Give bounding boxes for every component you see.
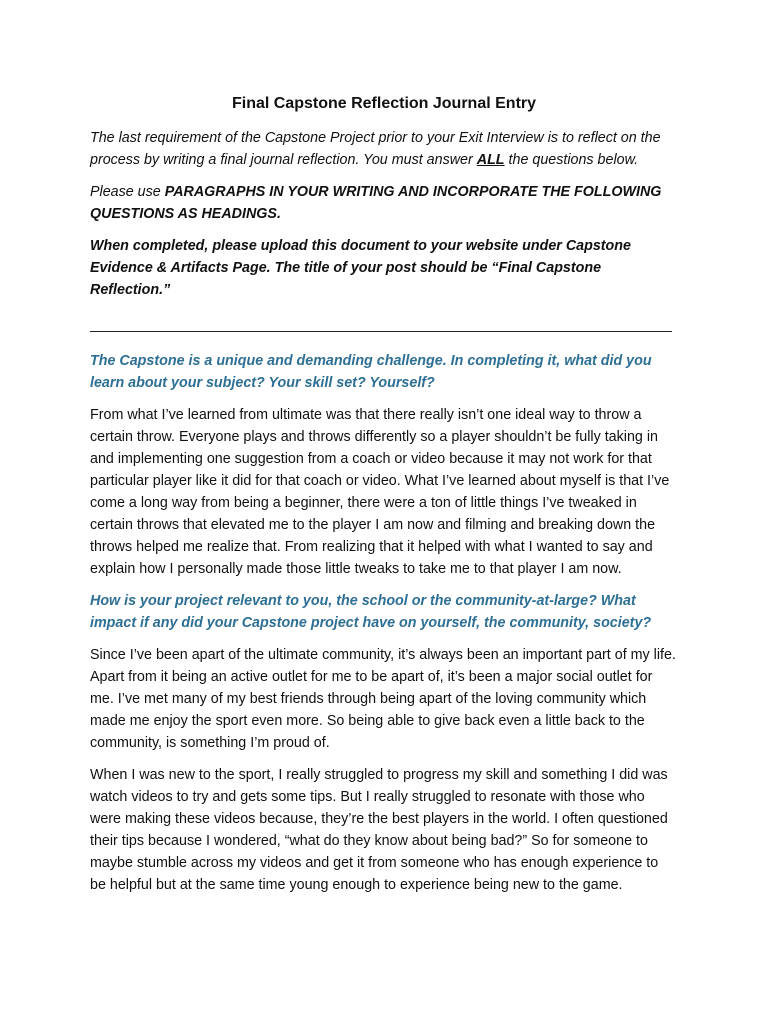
section-1-paragraph-1: From what I’ve learned from ultimate was that there really isn’t one ideal way to throw a certain throw. Everyone plays and throws differently so a player shouldn’t be fully taking in and implementing one suggestion from a coach or video because it may not work for that particular player like it did for that coach or video. What I’ve learned about myself is that I’ve come a long way from being a beginner, there were a ton of little things I’ve tweaked in certain throws that elevated me to the player I am now and filming and breaking down the throws helped me realize that. From realizing that it helped with what I wanted to say and explain how I personally made those little tweaks to take me to that player I am now.	[90, 407, 670, 577]
instruction-bold: PARAGRAPHS IN YOUR WRITING AND INCORPORATE THE FOLLOWING QUESTIONS AS HEADINGS.	[90, 184, 662, 222]
instruction-paragraph	[90, 181, 678, 225]
upload-note: When completed, please upload this document to your website under Capstone Evidence & Artifacts Page. The title of your post should be “Final Capstone Reflection.”	[90, 238, 631, 298]
section-1-question: The Capstone is a unique and demanding challenge. In completing it, what did you learn about your subject? Your skill set? Yourself?	[90, 353, 652, 391]
section-2-paragraph-2: When I was new to the sport, I really struggled to progress my skill and something I did was watch videos to try and gets some tips. But I really struggled to resonate with those who were making these videos because, they’re the best players in the world. I often questioned their tips because I wondered, “what do they know about being bad?” So for someone to maybe stumble across my videos and get it from someone who has enough experience to be helpful but at the same time young enough to experience being new to the game.	[90, 767, 668, 893]
section-2-question: How is your project relevant to you, the school or the community-at-large? What impact if any did your Capstone project have on yourself, the community, society?	[90, 593, 652, 631]
section-2-paragraph-1: Since I’ve been apart of the ultimate community, it’s always been an important part of my life. Apart from it being an active outlet for me to be apart of, it’s been a major social outlet for me. I’ve met many of my best friends through being apart of the loving community which made me enjoy the sport even more. So being able to give back even a little back to the community, is something I’m proud of.	[90, 647, 676, 751]
intro-text-after: the questions below.	[504, 152, 639, 168]
intro-paragraph	[90, 127, 678, 171]
document-title: Final Capstone Reflection Journal Entry	[231, 95, 537, 112]
intro-text-before: The last requirement of the Capstone Project prior to your Exit Interview is to reflect on the process by writing a final journal reflection. You must answer	[90, 130, 661, 168]
instruction-prefix: Please use	[90, 184, 165, 200]
intro-emphasis: ALL	[476, 152, 505, 168]
horizontal-rule	[90, 315, 672, 332]
